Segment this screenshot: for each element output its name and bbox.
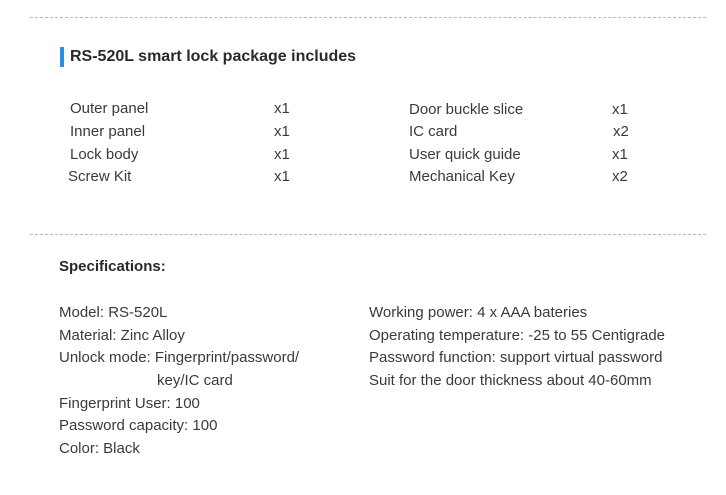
spec-line: Color: Black [59, 440, 140, 457]
package-item-label: Mechanical Key [409, 168, 515, 185]
package-item-qty: x1 [274, 168, 290, 185]
package-item-label: Outer panel [70, 100, 149, 117]
spec-line: Password function: support virtual password [369, 349, 663, 366]
spec-line: Suit for the door thickness about 40-60mm [369, 372, 652, 389]
package-item-qty: x1 [274, 100, 290, 117]
spec-line: Password capacity: 100 [59, 417, 218, 434]
accent-bar [60, 47, 64, 67]
spec-line: Model: RS-520L [59, 304, 168, 321]
spec-line: Unlock mode: Fingerprint/password/ [59, 349, 300, 366]
package-item-label: Screw Kit [68, 168, 132, 185]
spec-line: Material: Zinc Alloy [59, 327, 185, 344]
package-title: RS-520L smart lock package includes [70, 48, 357, 65]
package-item-qty: x1 [274, 123, 290, 140]
package-item-qty: x2 [613, 123, 629, 140]
package-item-qty: x1 [612, 146, 628, 163]
package-item-label: Inner panel [70, 123, 146, 140]
spec-line: Fingerprint User: 100 [59, 395, 200, 412]
middle-divider [30, 234, 706, 235]
spec-line: Operating temperature: -25 to 55 Centigrade [369, 327, 666, 344]
spec-line: Working power: 4 x AAA bateries [369, 304, 588, 321]
package-item-label: Door buckle slice [409, 101, 524, 118]
package-item-label: IC card [409, 123, 458, 140]
package-heading [60, 47, 356, 67]
specifications-title: Specifications: [59, 258, 166, 275]
package-item-label: Lock body [70, 146, 139, 163]
package-item-qty: x2 [612, 168, 628, 185]
package-item-qty: x1 [274, 146, 290, 163]
package-item-label: User quick guide [409, 146, 521, 163]
spec-line: key/IC card [157, 372, 233, 389]
top-divider [30, 17, 706, 18]
package-item-qty: x1 [612, 101, 628, 118]
